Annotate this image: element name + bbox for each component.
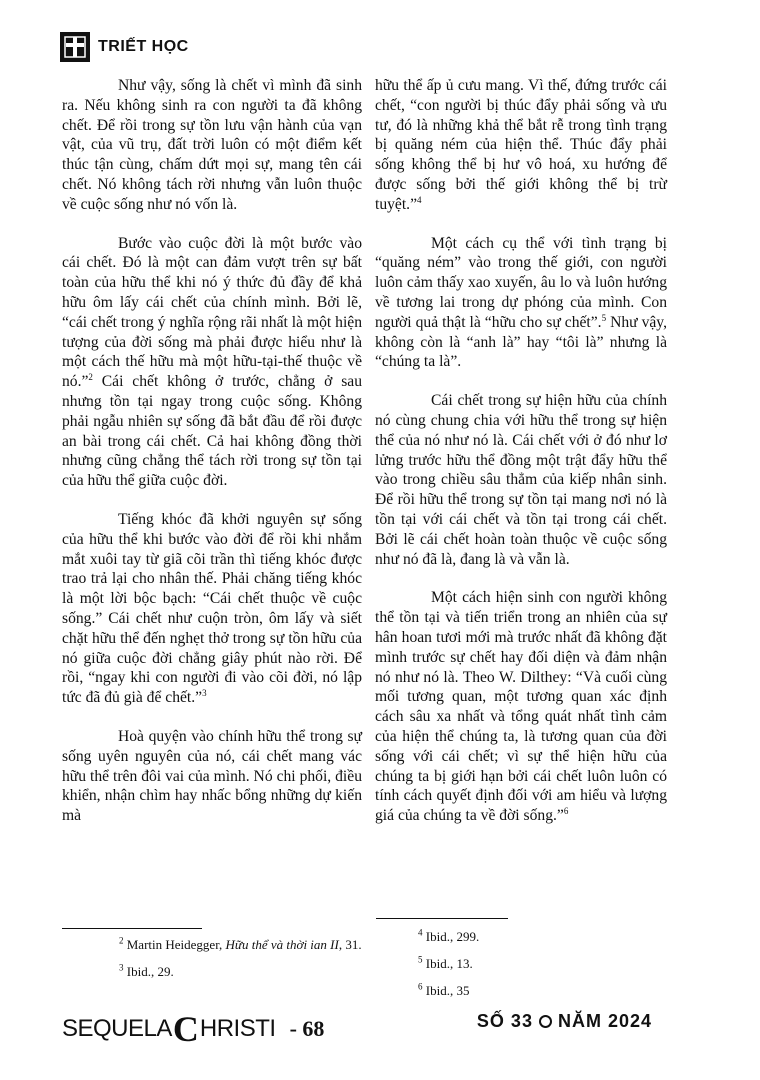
footnote-divider xyxy=(376,918,508,919)
footnote-ref[interactable]: 3 xyxy=(202,687,207,698)
footnote: $^6$ Ibid., 35 xyxy=(418,981,470,998)
footnote: $^4$ Ibid., 299. xyxy=(418,927,480,944)
paragraph: Tiếng khóc đã khởi nguyên sự sống của hữu thể khi bước vào đời để rồi khi nhắm mắt xuôi tay từ giã cõi trần thì tiếng khóc được trao trả lại cho nhân thế. Phải chăng tiếng khóc là một lời bộc bạch: “Cái chết thuộc về cuộc sống.” Cái chết như cuộn tròn, ôm lấy và siết chặt hữu thể đến nghẹt thở trong sự tồn hữu của nó giữa cuộc đời chẳng giây phút nào rời. Để rồi, “ngay khi con người đi vào cõi đời, nó lập tức đã đủ già để chết.”$^3$ xyxy=(62,510,362,707)
paragraph: Như vậy, sống là chết vì mình đã sinh ra. Nếu không sinh ra con người ta đã không chết. Để rồi trong sự tồn lưu vận hành của vạn vật, của vũ trụ, đất trời luôn có một điểm kết thúc tận cùng, chấm dứt mọi sự, mang tên cái chết. Nó không tách rời nhưng vẫn luôn thuộc về cuộc sống như nó vốn là. xyxy=(62,77,362,213)
right-column xyxy=(375,76,667,845)
footnotes-right xyxy=(418,928,658,1009)
footnote-ref[interactable]: 6 xyxy=(563,805,569,816)
left-column xyxy=(62,76,362,845)
footnote: $^3$ Ibid., 29. xyxy=(119,962,174,979)
paragraph: Bước vào cuộc đời là một bước vào cái chết. Đó là một can đảm vượt trên sự bất toàn của hữu thể khi nó ý thức đủ đầy để khả hữu ôm lấy cái chết của chính mình. Bởi lẽ, “cái chết trong ý nghĩa rộng rãi nhất là một hiện tượng của đời sống mà phải được hiểu như là một cách thế hữu mà một hữu-tại-thế thuộc về nó.”$^2$ Cái chết không ở trước, chẳng ở sau nhưng tồn tại ngay trong cuộc sống. Không phải ngẫu nhiên sự sống đã bắt đầu để rồi được an bài trong cái chết. Cả hai không đồng thời nhưng cũng chẳng thể tách rời trong sự tồn tại của hữu thể giữa cuộc đời. xyxy=(62,234,362,490)
footnote-ref[interactable]: 2 xyxy=(88,371,93,382)
paragraph: Cái chết trong sự hiện hữu của chính nó cùng chung chia với hữu thể trong sự hiện thể của nó như nó là. Cái chết với ở đó như lơ lửng trước hữu thể đồng một trật đẩy hữu thể vào trong chiều sâu thẳm của kiếp nhân sinh. Để rồi hữu thể trong sự tồn tại mang nơi nó là tồn tại với cái chết và tồn tại trong cái chết. Bởi lẽ cái chết hoàn toàn thuộc về cuộc sống như nó đã là, đang là và vẫn là. xyxy=(375,392,667,568)
magazine-name: SEQUELA xyxy=(62,1015,172,1042)
page-header xyxy=(60,30,189,64)
issue-info xyxy=(477,1011,652,1032)
footnote: $^2$ Martin Heidegger, Hữu thể và thời ian II, 31. xyxy=(119,935,362,952)
magazine-c-emblem: C xyxy=(172,1009,199,1049)
page-number: - 68 xyxy=(289,1016,325,1041)
footnote: $^5$ Ibid., 13. xyxy=(418,954,473,971)
footnote-ref[interactable]: 4 xyxy=(417,194,422,205)
paragraph: Một cách hiện sinh con người không thể tồn tại và tiến triển trong an nhiên của sự hân hoan tươi mới mà trước nhất đã không đặt mình trước sự chết hay đối diện và đảm nhận nó như nó là. Theo W. Dilthey: “Và cuối cùng mối tương quan, một tương quan xác định cách sâu xa nhất và tổng quát nhất tình cảm của hiện thể chúng ta, là tương quan của đời sống với cái chết; vì sự thể hiện hữu của chúng ta bị giới hạn bởi cái chết luôn luôn có tính cách quyết định đối với am hiểu và lượng giá của chúng ta về đời sống.”$^6$ xyxy=(375,589,667,825)
issue-year: NĂM 2024 xyxy=(557,1011,652,1031)
section-title: TRIẾT HỌC xyxy=(98,38,189,55)
magazine-name-part2: HRISTI xyxy=(199,1015,276,1042)
footnote-divider xyxy=(62,928,202,929)
magazine-footer xyxy=(62,1008,324,1050)
paragraph: Hoà quyện vào chính hữu thể trong sự sống uyên nguyên của nó, cái chết mang vác hữu thể trên đôi vai của mình. Nó chi phối, điều khiển, nhận chìm hay nhấc bổng những dự kiến mà xyxy=(62,727,362,825)
footnote-ref[interactable]: 5 xyxy=(601,312,607,323)
paragraph-continuation: hữu thể ấp ủ cưu mang. Vì thế, đứng trước cái chết, “con người bị thúc đẩy phải sống và ưu tư, đó là những khả thể bắt rễ trong tình trạng bị quăng ném của hiện thể. Thúc đẩy phải sống không thể bị hư vô hoá, xu hướng để được sống bởi thế giới không thể bị trừ tuyệt.”$^4$ xyxy=(375,77,667,213)
issue-number: SỐ 33 xyxy=(476,1011,533,1031)
paragraph: Một cách cụ thể với tình trạng bị “quăng ném” vào trong thế giới, con người luôn cảm thấy xao xuyến, âu lo và luôn hướng về tương lai trong dự phóng của mình. Con người quả thật là “hữu cho sự chết”.$^5$ Như vậy, không còn là “anh là” hay “tôi là” nhưng là “chúng ta là”. xyxy=(375,234,667,371)
separator-dot-icon xyxy=(539,1015,552,1028)
cross-emblem-icon xyxy=(60,32,90,62)
footnotes-left xyxy=(62,936,362,990)
